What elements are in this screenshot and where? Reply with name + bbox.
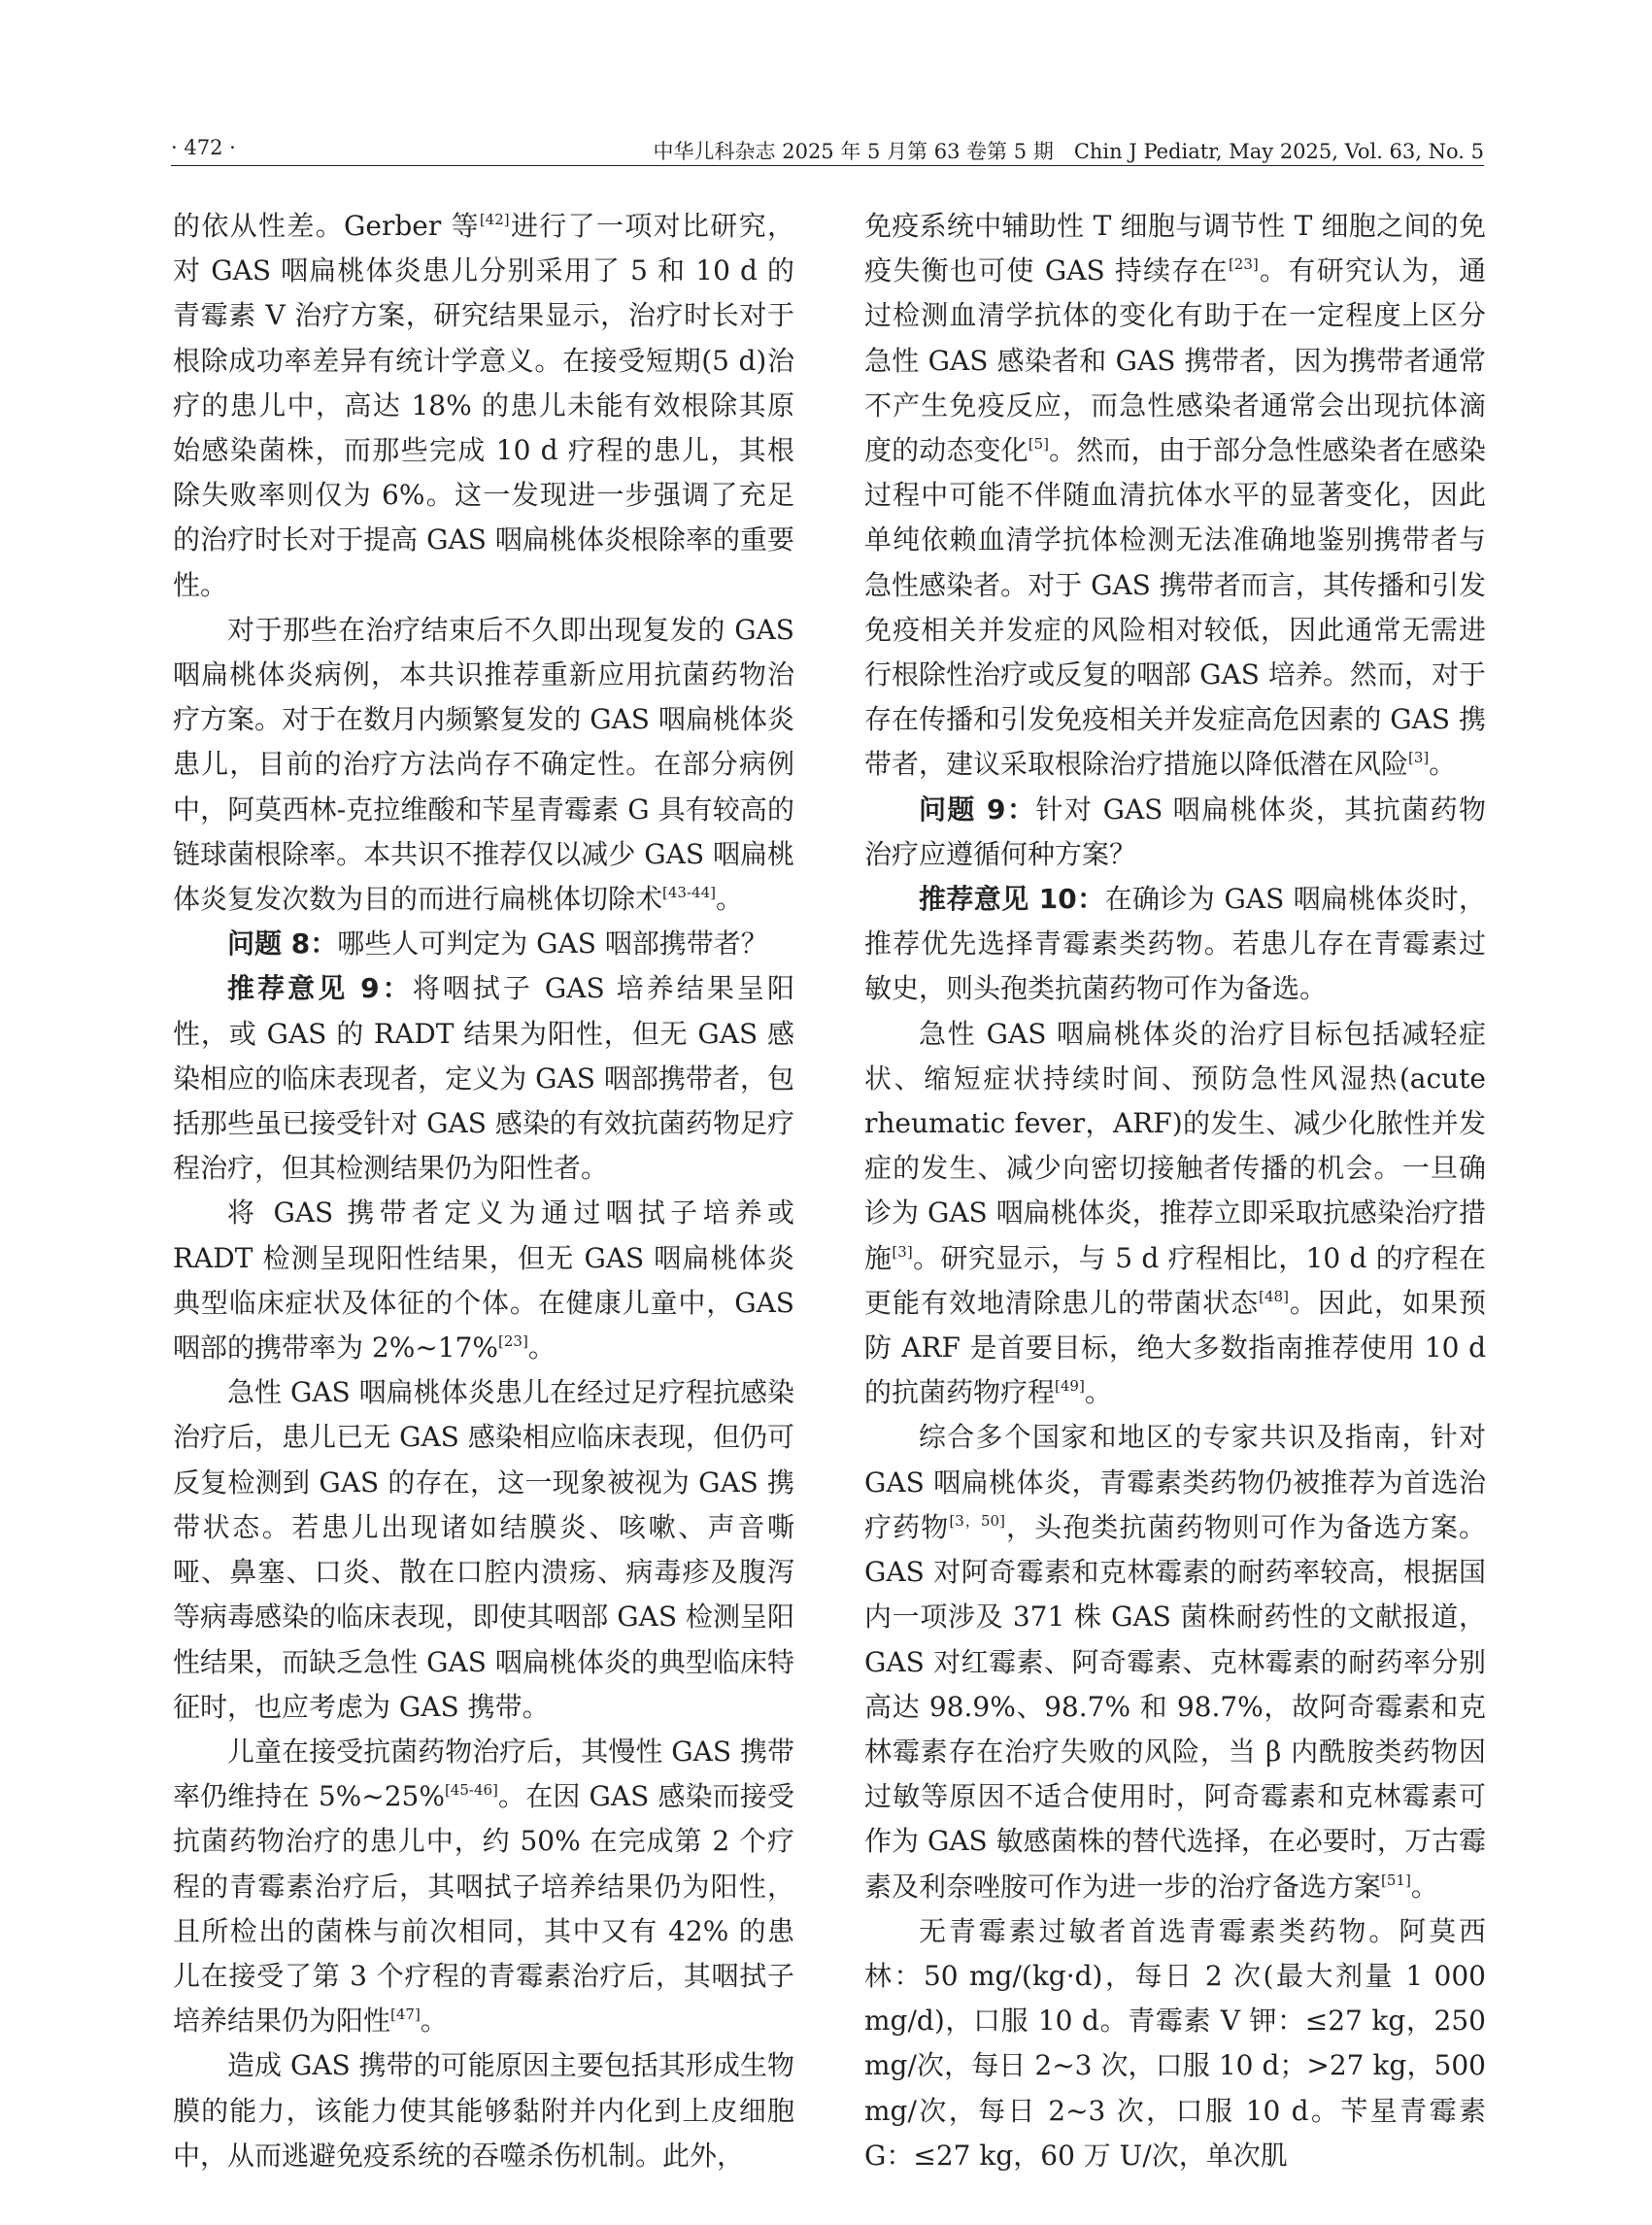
citation-ref[interactable]: [47]	[390, 2006, 421, 2024]
citation-ref[interactable]: [48]	[1259, 1287, 1289, 1305]
paragraph: 急性 GAS 咽扁桃体炎患儿在经过足疗程抗感染治疗后，患儿已无 GAS 感染相应临床表现，但仍可反复检测到 GAS 的存在，这一现象被视为 GAS 携带状态。若患儿出现诸如结膜炎、咳嗽、声音嘶哑、鼻塞、口炎、散在口腔内溃疡、病毒疹及腹泻等病毒感染的临床表现，即使其咽部 GAS 检测呈阳性结果，而缺乏急性 GAS 咽扁桃体炎的典型临床特征时，也应考虑为 GAS 携带。	[173, 1376, 794, 1723]
citation-ref[interactable]: [23]	[498, 1332, 528, 1351]
paragraph: 免疫系统中辅助性 T 细胞与调节性 T 细胞之间的免疫失衡也可使 GAS 持续存在[23]。有研究认为，通过检测血清学抗体的变化有助于在一定程度上区分急性 GAS 感染者和 GAS 携带者，因为携带者通常不产生免疫反应，而急性感染者通常会出现抗体滴度的动态变化[5]。然而，由于部分急性感染者在感染过程中可能不伴随血清抗体水平的显著变化，因此单纯依赖血清学抗体检测无法准确地鉴别携带者与急性感染者。对于 GAS 携带者而言，其传播和引发免疫相关并发症的风险相对较低，因此通常无需进行根除性治疗或反复的咽部 GAS 培养。然而，对于存在传播和引发免疫相关并发症高危因素的 GAS 携带者，建议采取根除治疗措施以降低潜在风险[3]。	[864, 210, 1486, 781]
question-heading: 问题 9：针对 GAS 咽扁桃体炎，其抗菌药物治疗应遵循何种方案？	[864, 792, 1486, 870]
recommendation: 推荐意见 9：将咽拭子 GAS 培养结果呈阳性，或 GAS 的 RADT 结果为阳性，但无 GAS 感染相应的临床表现者，定义为 GAS 咽部携带者，包括那些虽已接受针对 GAS 感染的有效抗菌药物足疗程治疗，但其检测结果仍为阳性者。	[173, 972, 795, 1185]
recommendation-label: 推荐意见 9：	[227, 972, 413, 1005]
citation-ref[interactable]: [5]	[1028, 435, 1049, 454]
recommendation: 推荐意见 10：在确诊为 GAS 咽扁桃体炎时，推荐优先选择青霉素类药物。若患儿存在青霉素过敏史，则头孢类抗菌药物可作为备选。	[864, 883, 1486, 1005]
question-label: 问题 8：	[227, 927, 338, 961]
paragraph: 对于那些在治疗结束后不久即出现复发的 GAS 咽扁桃体炎病例，本共识推荐重新应用抗菌药物治疗方案。对于在数月内频繁复发的 GAS 咽扁桃体炎患儿，目前的治疗方法尚存不确定性。在部分病例中，阿莫西林-克拉维酸和苄星青霉素 G 具有较高的链球菌根除率。本共识不推荐仅以减少 GAS 咽扁桃体炎复发次数为目的而进行扁桃体切除术[43-44]。	[173, 613, 794, 916]
citation-ref[interactable]: [23]	[1228, 255, 1259, 274]
paragraph: 的依从性差。Gerber 等[42]进行了一项对比研究，对 GAS 咽扁桃体炎患儿分别采用了 5 和 10 d 的青霉素 V 治疗方案，研究结果显示，治疗时长对于根除成功率差异有统计学意义。在接受短期(5 d)治疗的患儿中，高达 18% 的患儿未能有效根除其原始感染菌株，而那些完成 10 d 疗程的患儿，其根除失败率则仅为 6%。这一发现进一步强调了充足的治疗时长对于提高 GAS 咽扁桃体炎根除率的重要性。	[173, 210, 794, 601]
citation-ref[interactable]: [51]	[1381, 1871, 1411, 1889]
question-heading: 问题 8：哪些人可判定为 GAS 咽部携带者？	[227, 927, 768, 961]
page-number: · 472 ·	[171, 136, 236, 159]
left-column	[173, 204, 794, 2178]
paragraph: 无青霉素过敏者首选青霉素类药物。阿莫西林：50 mg/(kg·d)，每日 2 次(最大剂量 1 000 mg/d)，口服 10 d。青霉素 V 钾：≤27 kg，250 mg/次，每日 2~3 次，口服 10 d；>27 kg，500 mg/次，每日 2~3 次，口服 10 d。苄星青霉素 G：≤27 kg，60 万 U/次，单次肌	[864, 1914, 1486, 2172]
citation-ref[interactable]: [45-46]	[444, 1781, 498, 1800]
paragraph: 综合多个国家和地区的专家共识及指南，针对 GAS 咽扁桃体炎，青霉素类药物仍被推荐为首选治疗药物[3，50]，头孢类抗菌药物则可作为备选方案。GAS 对阿奇霉素和克林霉素的耐药率较高，根据国内一项涉及 371 株 GAS 菌株耐药性的文献报道，GAS 对红霉素、阿奇霉素、克林霉素的耐药率分别高达 98.9%、98.7% 和 98.7%，故阿奇霉素和克林霉素存在治疗失败的风险，当 β 内酰胺类药物因过敏等原因不适合使用时，阿奇霉素和克林霉素可作为 GAS 敏感菌株的替代选择，在必要时，万古霉素及利奈唑胺可作为进一步的治疗备选方案[51]。	[864, 1421, 1486, 1903]
paragraph: 造成 GAS 携带的可能原因主要包括其形成生物膜的能力，该能力使其能够黏附并内化到上皮细胞中，从而逃避免疫系统的吞噬杀伤机制。此外，	[173, 2049, 794, 2172]
citation-ref[interactable]: [43-44]	[662, 884, 716, 902]
journal-citation: 中华儿科杂志 2025 年 5 月第 63 卷第 5 期 Chin J Pediatr, May 2025, Vol. 63, No. 5	[653, 140, 1484, 163]
citation-ref[interactable]: [3]	[1408, 749, 1430, 767]
citation-ref[interactable]: [49]	[1055, 1377, 1085, 1396]
running-header	[171, 132, 1484, 166]
paragraph: 儿童在接受抗菌药物治疗后，其慢性 GAS 携带率仍维持在 5%~25%[45-46]。在因 GAS 感染而接受抗菌药物治疗的患儿中，约 50% 在完成第 2 个疗程的青霉素治疗后，其咽拭子培养结果仍为阳性，且所检出的菌株与前次相同，其中又有 42% 的患儿在接受了第 3 个疗程的青霉素治疗后，其咽拭子培养结果仍为阳性[47]。	[173, 1735, 794, 2038]
paragraph: 将 GAS 携带者定义为通过咽拭子培养或 RADT 检测呈现阳性结果，但无 GAS 咽扁桃体炎典型临床症状及体征的个体。在健康儿童中，GAS 咽部的携带率为 2%~17%[23]。	[173, 1197, 794, 1365]
right-column	[864, 204, 1486, 2178]
paragraph: 急性 GAS 咽扁桃体炎的治疗目标包括减轻症状、缩短症状持续时间、预防急性风湿热(acute rheumatic fever，ARF)的发生、减少化脓性并发症的发生、减少向密切接触者传播的机会。一旦确诊为 GAS 咽扁桃体炎，推荐立即采取抗感染治疗措施[3]。研究显示，与 5 d 疗程相比，10 d 的疗程在更能有效地清除患儿的带菌状态[48]。因此，如果预防 ARF 是首要目标，绝大多数指南推荐使用 10 d 的抗菌药物疗程[49]。	[864, 1017, 1486, 1409]
citation-ref[interactable]: [3，50]	[949, 1511, 1005, 1530]
recommendation-label: 推荐意见 10：	[919, 883, 1105, 916]
citation-ref[interactable]: [42]	[479, 211, 510, 228]
citation-ref[interactable]: [3]	[892, 1242, 913, 1261]
question-label: 问题 9：	[919, 792, 1036, 826]
